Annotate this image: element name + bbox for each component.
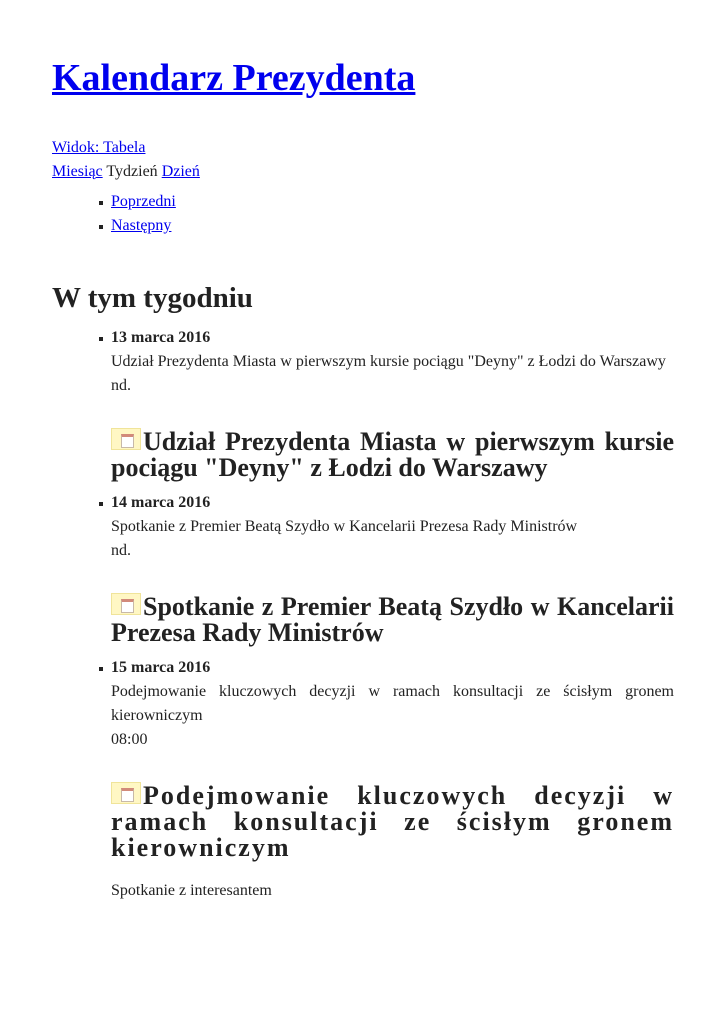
site-title-link[interactable]: Kalendarz Prezydenta xyxy=(52,57,416,99)
event-item xyxy=(99,491,674,646)
week-heading: W tym tygodniu xyxy=(52,282,253,314)
event-list xyxy=(52,326,674,861)
next-link[interactable]: Następny xyxy=(111,217,172,234)
event-date: 15 marca 2016 xyxy=(111,659,211,676)
calendar-icon xyxy=(111,428,141,450)
page xyxy=(52,54,674,903)
event-description: Spotkanie z Premier Beatą Szydło w Kancelarii Prezesa Rady Ministrów xyxy=(111,518,578,535)
previous-link[interactable]: Poprzedni xyxy=(111,193,176,210)
view-week-current: Tydzień xyxy=(106,163,158,180)
event-title xyxy=(111,428,674,481)
view-switcher xyxy=(52,136,674,184)
event-date: 14 marca 2016 xyxy=(111,494,211,511)
event-item xyxy=(99,656,674,861)
event-time: nd. xyxy=(111,542,131,559)
view-day-link[interactable]: Dzień xyxy=(161,163,200,180)
event-title-text: Podejmowanie kluczowych decyzji w ramach konsultacji ze ścisłym gronem kierowniczym xyxy=(111,781,674,862)
event-item xyxy=(99,326,674,481)
event-title-text: Udział Prezydenta Miasta w pierwszym kursie pociągu "Deyny" z Łodzi do Warszawy xyxy=(111,427,674,482)
calendar-icon xyxy=(111,782,141,804)
event-title xyxy=(111,782,674,861)
event-date: 13 marca 2016 xyxy=(111,329,211,346)
view-table-link[interactable]: Widok: Tabela xyxy=(52,139,146,156)
pager-item-next xyxy=(99,214,674,238)
pager xyxy=(52,190,674,238)
event-description: Podejmowanie kluczowych decyzji w ramach konsultacji ze ścisłym gronem kierowniczym xyxy=(111,683,674,724)
pager-item-previous xyxy=(99,190,674,214)
event-title xyxy=(111,593,674,646)
event-description: Udział Prezydenta Miasta w pierwszym kursie pociągu "Deyny" z Łodzi do Warszawy xyxy=(111,353,666,370)
event-title-text: Spotkanie z Premier Beatą Szydło w Kancelarii Prezesa Rady Ministrów xyxy=(111,592,674,647)
event-time: nd. xyxy=(111,377,131,394)
page-title xyxy=(52,54,674,102)
trailing-note: Spotkanie z interesantem xyxy=(111,882,272,899)
calendar-icon xyxy=(111,593,141,615)
event-time: 08:00 xyxy=(111,731,148,748)
view-month-link[interactable]: Miesiąc xyxy=(52,163,103,180)
